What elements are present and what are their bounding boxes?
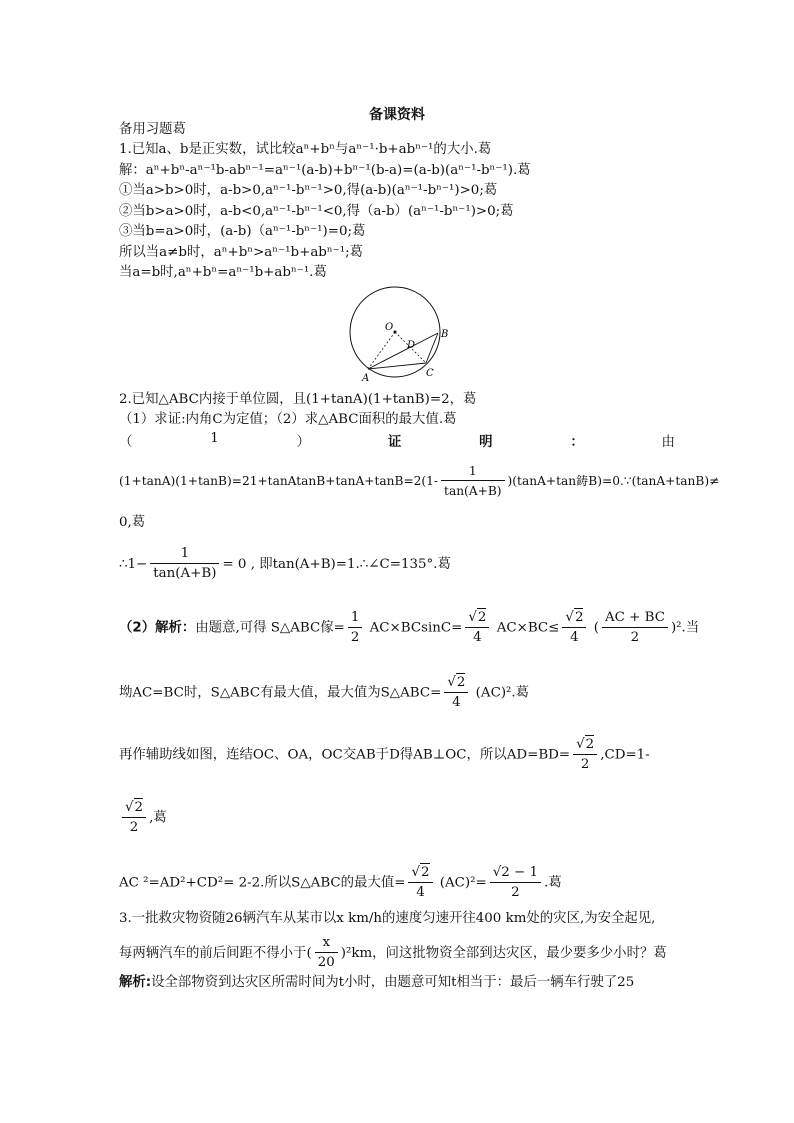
p3-line2-left: 每两辆汽车的前后间距不得小于(	[119, 946, 312, 961]
page-title: 备课资料	[369, 107, 425, 123]
equation-1	[119, 462, 719, 501]
equation-1-tail: 0,葛	[119, 515, 146, 530]
label-c: C	[426, 368, 434, 379]
equation-2	[119, 545, 451, 584]
auxiliary-tail	[119, 798, 167, 838]
equation-2-left: ∴1−	[119, 557, 148, 572]
part-2-label: （2）解析：	[119, 620, 196, 636]
sqrt2-over-4-fraction-4	[408, 863, 432, 903]
fraction-numerator: AC + BC	[602, 609, 668, 628]
fraction-denominator: 2	[630, 629, 640, 645]
part-2-end: )².当	[670, 620, 700, 636]
sqrt-radicand: 2	[421, 865, 430, 880]
segment-ac	[368, 363, 426, 369]
problem-2-question: 2.已知△ABC内接于单位圆，且(1+tanA)(1+tanB)=2，葛	[119, 392, 477, 407]
fraction-denominator: 4	[570, 630, 579, 645]
sqrt-radicand: 2	[574, 610, 584, 625]
fraction-denominator: 2	[350, 629, 360, 645]
equation-1-right: )(tanA+tan鋳B)=0.∵(tanA+tanB)≠	[507, 474, 720, 488]
proof-header-line	[119, 431, 675, 450]
fraction-numerator: √2	[444, 673, 468, 693]
problem-1-solution: 解：aⁿ+bⁿ-aⁿ⁻¹b-abⁿ⁻¹=aⁿ⁻¹(a-b)+bⁿ⁻¹(b-a)=(a-b)(aⁿ⁻¹-bⁿ⁻¹).葛	[119, 163, 531, 178]
part-2-mid-2: AC×BC≤	[492, 620, 560, 636]
sqrt-radicand: 2	[134, 800, 144, 815]
label-d: D	[407, 340, 416, 351]
problem-1-case-2: ②当b>a>0时，a-b<0,aⁿ⁻¹-bⁿ⁻¹<0,得（a-b）(aⁿ⁻¹-bⁿ⁻¹)>0;葛	[119, 204, 514, 219]
equation-1-left: (1+tanA)(1+tanB)=21+tanAtanB+tanA+tanB=2(1-	[119, 474, 439, 488]
problem-3-line-3	[119, 974, 634, 992]
sqrt-radicand: 2	[585, 737, 595, 752]
subtitle: 备用习题葛	[119, 122, 186, 137]
fraction-numerator: √2	[562, 608, 586, 628]
problem-2-parts: （1）求证:内角C为定值；（2）求△ABC面积的最大值.葛	[119, 412, 457, 427]
fraction-denominator: 4	[452, 695, 461, 710]
final-left: AC ²=AD²+CD²= 2-2.所以S△ABC的最大值=	[119, 875, 406, 891]
final-fraction	[490, 864, 541, 903]
fraction-numerator: 1	[441, 462, 505, 481]
ac-plus-bc-fraction	[602, 609, 668, 648]
proof-token-2: 1	[210, 431, 219, 446]
fraction-denominator: 4	[473, 630, 482, 645]
label-o: O	[385, 322, 394, 333]
problem-1-case-3: ③当b=a>0时，(a-b)（aⁿ⁻¹-bⁿ⁻¹)=0;葛	[119, 224, 366, 239]
problem-3-line-1: 3.一批救灾物资随26辆汽车从某市以x km/h的速度匀速开往400 km处的灾区,为安全起见,	[119, 911, 656, 926]
sqrt2-over-4-fraction	[465, 608, 489, 648]
fraction-numerator: √2	[122, 798, 146, 818]
aux-text: 再作辅助线如图，连结OC、OA，OC交AB于D得AB⊥OC，所以AD=BD=	[119, 747, 571, 763]
equation-2-fraction	[150, 545, 219, 584]
part-2b-end: (AC)².葛	[471, 685, 530, 701]
sqrt-radicand: 2	[456, 675, 466, 690]
proof-token-4: 证	[387, 435, 402, 450]
fraction-numerator: √2 − 1	[490, 864, 541, 883]
part-2b-line	[119, 673, 529, 713]
proof-token-3: ）	[296, 435, 310, 450]
x-over-20-fraction	[315, 934, 338, 973]
half-fraction	[348, 609, 363, 648]
sqrt-radicand: 2	[477, 610, 487, 625]
fraction-numerator: x	[315, 934, 338, 953]
fraction-denominator: 2	[511, 884, 520, 900]
equation-1-fraction	[441, 462, 505, 501]
final-mid: (AC)²=	[435, 875, 487, 891]
sqrt2-over-4-fraction-3	[444, 673, 468, 713]
fraction-numerator: √2	[408, 863, 432, 883]
auxiliary-line-text	[119, 735, 650, 775]
fraction-denominator: 2	[580, 757, 590, 772]
part-2b-text: 坳AC=BC时，S△ABC有最大值，最大值为S△ABC=	[119, 685, 442, 701]
fraction-numerator: √2	[573, 735, 597, 755]
fraction-denominator: tan(A+B)	[153, 566, 217, 581]
p3-line2-right: )²km，问这批物资全部到达灾区，最少要多少小时？葛	[340, 946, 667, 961]
problem-1-conclusion-2: 当a=b时,aⁿ+bⁿ=aⁿ⁻¹b+abⁿ⁻¹.葛	[119, 265, 327, 280]
final-line	[119, 863, 562, 903]
problem-1-case-1: ①当a>b>0时，a-b>0,aⁿ⁻¹-bⁿ⁻¹>0,得(a-b)(aⁿ⁻¹-bⁿ⁻¹)>0;葛	[119, 183, 498, 198]
problem-1-question: 1.已知a、b是正实数，试比较aⁿ+bⁿ与aⁿ⁻¹·b+abⁿ⁻¹的大小.葛	[119, 142, 492, 157]
aux-end: ,CD=1-	[600, 747, 650, 763]
solution-label: 解析:	[119, 975, 152, 990]
proof-token-5: 明	[479, 435, 493, 450]
proof-token-6: ：	[570, 435, 584, 450]
sqrt2-over-2-fraction	[573, 735, 597, 775]
label-a: A	[362, 373, 370, 384]
fraction-numerator: √2	[465, 608, 489, 628]
part-2-mid: AC×BCsinC=	[365, 620, 463, 636]
equation-2-right: = 0 , 即tan(A+B)=1.∴∠C=135°.葛	[222, 557, 451, 572]
fraction-denominator: 4	[416, 885, 425, 900]
problem-1-conclusion-1: 所以当a≠b时，aⁿ+bⁿ>aⁿ⁻¹b+abⁿ⁻¹;葛	[119, 245, 363, 260]
fraction-denominator: tan(A+B)	[444, 484, 502, 498]
sqrt2-over-4-fraction-2	[562, 608, 586, 648]
fraction-denominator: 2	[129, 820, 139, 835]
center-point	[394, 331, 397, 334]
final-end: .葛	[544, 875, 562, 891]
fraction-numerator: 1	[348, 609, 363, 628]
proof-token-7: 由	[661, 435, 675, 450]
p3-line3-text: 设全部物资到达灾区所需时间为t小时，由题意可知t相当于：最后一辆车行驶了25	[151, 975, 635, 990]
fraction-numerator: 1	[150, 545, 219, 564]
fraction-denominator: 20	[317, 955, 335, 970]
proof-token-1: （	[119, 435, 133, 450]
aux-tail: ,葛	[149, 810, 167, 826]
label-b: B	[441, 329, 449, 340]
problem-3-line-2	[119, 934, 667, 973]
part-2-text: 由题意,可得 S△ABC傢=	[195, 620, 345, 636]
segment-bc	[426, 333, 438, 363]
circle-figure	[340, 285, 460, 385]
segment-oa	[368, 332, 395, 369]
sqrt2-over-2-fraction-2	[122, 798, 146, 838]
part-2-line: （2）解析：由题意,可得 S△ABC傢= $\frac{1}{2}$ AC×BCsinC= $\frac{√2}{4}$ AC×BC≤ $\frac{√2}{4}$ ( $\frac{AC + BC}{2}$ )².当	[119, 608, 699, 648]
